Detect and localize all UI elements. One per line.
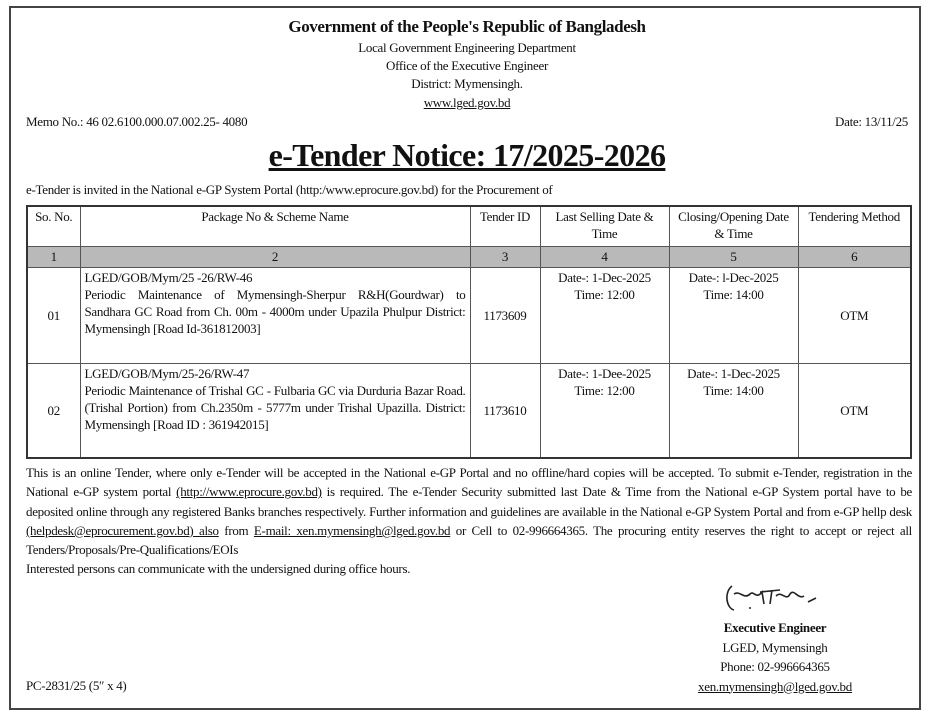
row-so: 02 bbox=[27, 363, 80, 458]
row-method: OTM bbox=[798, 267, 911, 363]
website-link[interactable]: www.lged.gov.bd bbox=[423, 95, 511, 110]
table-row bbox=[27, 363, 911, 458]
memo-number: Memo No.: 46 02.6100.000.07.002.25- 4080 bbox=[26, 114, 248, 129]
closing-date: Date-: 1-Dec-2025 bbox=[687, 365, 780, 381]
row-selling bbox=[540, 363, 669, 458]
signatory-designation: Executive Engineer bbox=[723, 620, 827, 635]
closing-time: Time: 14:00 bbox=[703, 286, 764, 302]
col-number: 3 bbox=[470, 246, 540, 267]
row-package bbox=[80, 363, 470, 458]
scheme-name: Periodic Maintenance of Trishal GC - Fulbaria GC via Durduria Bazar Road. (Trishal Portion) from Ch.2350m - 5777m under Trishal Upazilla. District: Mymensingh [Road ID : 361942015] bbox=[84, 382, 466, 432]
government-heading: Government of the People's Republic of Bangladesh bbox=[288, 17, 646, 36]
selling-time: Time: 12:00 bbox=[574, 382, 635, 398]
col-number: 1 bbox=[27, 246, 80, 267]
row-selling bbox=[540, 267, 669, 363]
col-number: 2 bbox=[80, 246, 470, 267]
terms-text: This is an online Tender, where only e-Tender will be accepted in the National e-GP Portal and no offline/hard copies will be accepted. To submit e-Tender, registration in the National e-GP system portal bbox=[26, 465, 912, 500]
package-number: LGED/GOB/Mym/25-26/RW-47 bbox=[84, 365, 250, 381]
selling-date: Date-: 1-Dec-2025 bbox=[558, 269, 651, 285]
row-closing bbox=[669, 363, 798, 458]
department-name: Local Government Engineering Department bbox=[358, 40, 576, 55]
notice-date: Date: 13/11/25 bbox=[835, 114, 908, 129]
terms-text: or Cell to 02-996664365. The procuring entity reserves the right to accept or reject all Tenders/Proposals/Pre-Qualifications/EOIs bbox=[26, 522, 912, 558]
closing-time: Time: 14:00 bbox=[703, 382, 764, 398]
row-closing bbox=[669, 267, 798, 363]
row-tender-id: 1173610 bbox=[470, 363, 540, 458]
header-so: So. No. bbox=[27, 206, 80, 246]
package-number: LGED/GOB/Mym/25 -26/RW-46 bbox=[84, 269, 253, 285]
row-method: OTM bbox=[798, 363, 911, 458]
terms-text: is required. The e-Tender Security submitted last Date & Time from the National e-GP System portal have to be deposited online through any registered Banks branches respectively. Further information and guidelines are available in the National e-GP System Portal and from e-GP hellp desk bbox=[26, 484, 912, 519]
office-name: Office of the Executive Engineer bbox=[386, 58, 548, 73]
terms-paragraph bbox=[26, 463, 912, 579]
column-number-row bbox=[27, 246, 911, 267]
contact-note: Interested persons can communicate with the undersigned during office hours. bbox=[26, 561, 411, 577]
row-package bbox=[80, 267, 470, 363]
header-selling-date: Last Selling Date & Time bbox=[540, 206, 669, 246]
header-tender-id: Tender ID bbox=[470, 206, 540, 246]
table-header-row bbox=[27, 206, 911, 246]
closing-date: Date-: l-Dec-2025 bbox=[688, 269, 779, 285]
xen-email-link[interactable]: E-mail: xen.mymensingh@lged.gov.bd bbox=[253, 522, 451, 538]
district-name: District: Mymensingh. bbox=[411, 76, 523, 91]
scheme-name: Periodic Maintenance of Mymensingh-Sherpur R&H(Gourdwar) to Sandhara GC Road from Ch. 00m - 4000m under Upazila Phulpur District: Mymensingh [Road Id-361812003] bbox=[84, 286, 466, 336]
signature-icon bbox=[720, 578, 830, 616]
col-number: 4 bbox=[540, 246, 669, 267]
table-row bbox=[27, 267, 911, 363]
header-closing-date: Closing/Opening Date & Time bbox=[669, 206, 798, 246]
selling-date: Date-: 1-Dee-2025 bbox=[558, 365, 651, 381]
row-so: 01 bbox=[27, 267, 80, 363]
signatory-phone: Phone: 02-996664365 bbox=[720, 659, 830, 674]
signatory-email[interactable]: xen.mymensingh@lged.gov.bd bbox=[698, 678, 852, 694]
helpdesk-email-link[interactable]: (helpdesk@eprocurement.gov.bd) also bbox=[26, 522, 219, 538]
notice-title: e-Tender Notice: 17/2025-2026 bbox=[268, 137, 666, 173]
tender-table bbox=[26, 205, 912, 459]
col-number: 6 bbox=[798, 246, 911, 267]
signatory-office: LGED, Mymensingh bbox=[722, 639, 828, 655]
selling-time: Time: 12:00 bbox=[574, 286, 635, 302]
row-tender-id: 1173609 bbox=[470, 267, 540, 363]
col-number: 5 bbox=[669, 246, 798, 267]
header-package: Package No & Scheme Name bbox=[80, 206, 470, 246]
signature-block bbox=[690, 578, 860, 696]
eprocure-link[interactable]: (http://www.eprocure.gov.bd) bbox=[176, 484, 322, 500]
header-method: Tendering Method bbox=[798, 206, 911, 246]
pc-reference: PC-2831/25 (5″ x 4) bbox=[26, 678, 127, 693]
intro-text: e-Tender is invited in the National e-GP System Portal (http:/www.eprocure.gov.bd) for the Procurement of bbox=[26, 182, 553, 197]
terms-text: from bbox=[218, 522, 254, 538]
